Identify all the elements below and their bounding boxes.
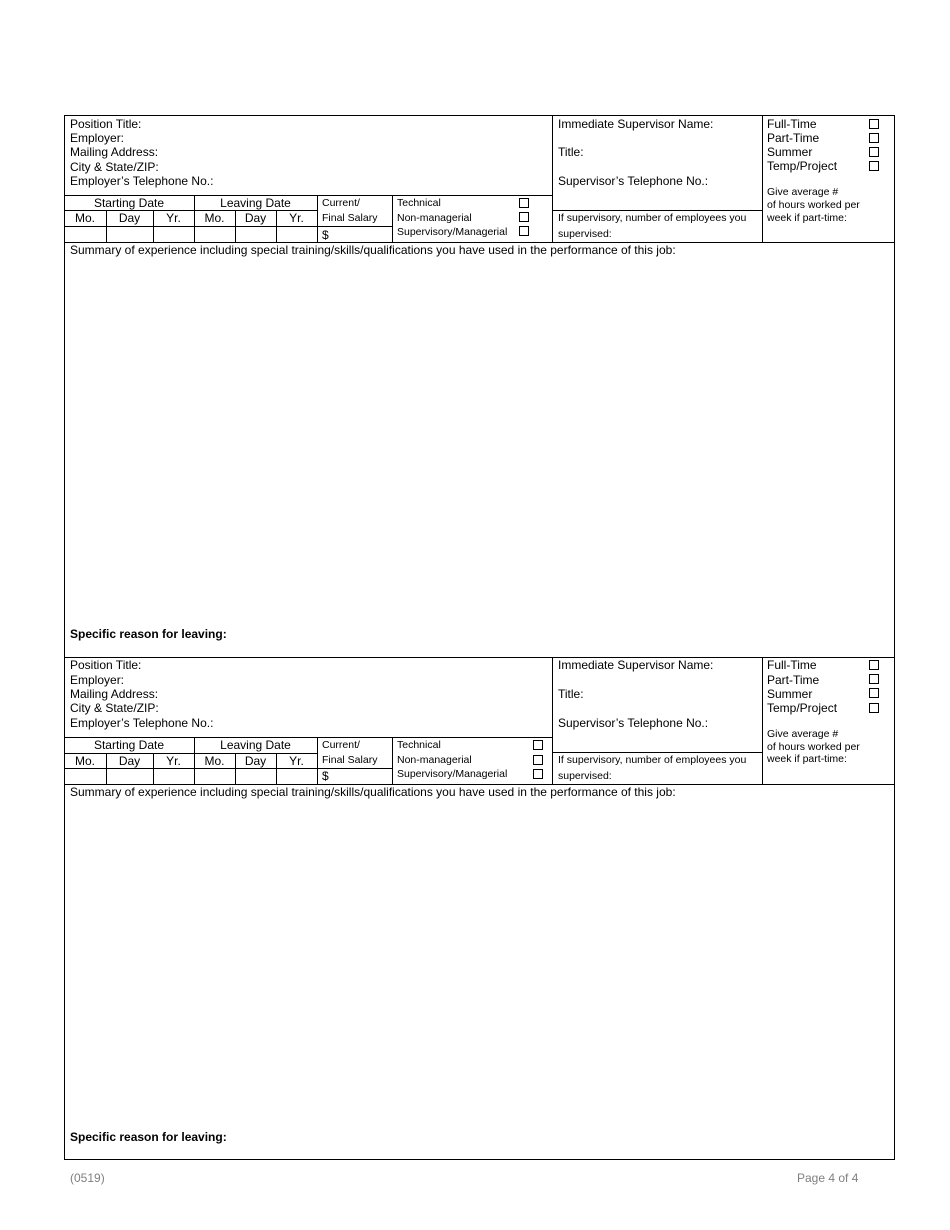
employer-label: Employer: xyxy=(70,131,125,145)
leave-day-header: Day xyxy=(244,754,267,768)
week-if-part-time-label: week if part-time: xyxy=(767,212,847,224)
summary-label: Summary of experience including special training/skills/qualifications you have used in the performance of this job: xyxy=(70,243,676,257)
technical-checkbox[interactable] xyxy=(533,740,543,750)
employer-label: Employer: xyxy=(70,673,125,687)
summary-field[interactable] xyxy=(65,258,894,622)
start-month-header: Mo. xyxy=(74,211,95,225)
full-time-label: Full-Time xyxy=(767,658,817,672)
temp-project-checkbox[interactable] xyxy=(869,161,879,171)
technical-label: Technical xyxy=(397,739,441,751)
start-day-header: Day xyxy=(118,211,141,225)
start-year-header: Yr. xyxy=(166,754,181,768)
part-time-checkbox[interactable] xyxy=(869,133,879,143)
supervisor-phone-label: Supervisor’s Telephone No.: xyxy=(558,716,709,730)
supervisor-phone-label: Supervisor’s Telephone No.: xyxy=(558,174,709,188)
leaving-date-header: Leaving Date xyxy=(220,738,291,752)
start-year-header: Yr. xyxy=(166,211,181,225)
full-time-checkbox[interactable] xyxy=(869,660,879,670)
supervisory-managerial-checkbox[interactable] xyxy=(533,769,543,779)
summer-checkbox[interactable] xyxy=(869,688,879,698)
supervisor-title-label: Title: xyxy=(558,145,584,159)
summary-field[interactable] xyxy=(65,800,894,1125)
technical-checkbox[interactable] xyxy=(519,198,529,208)
form-code: (0519) xyxy=(70,1171,105,1185)
temp-project-label: Temp/Project xyxy=(767,159,838,173)
salary-dollar-sign: $ xyxy=(322,228,329,242)
technical-label: Technical xyxy=(397,197,441,209)
supervisor-title-label: Title: xyxy=(558,687,584,701)
start-day-header: Day xyxy=(118,754,141,768)
current-label: Current/ xyxy=(322,739,360,751)
supervisor-name-label: Immediate Supervisor Name: xyxy=(558,117,714,131)
final-salary-label: Final Salary xyxy=(322,754,378,766)
leave-year-header: Yr. xyxy=(289,211,304,225)
part-time-checkbox[interactable] xyxy=(869,674,879,684)
supervisory-managerial-label: Supervisory/Managerial xyxy=(397,226,508,238)
employer-phone-label: Employer’s Telephone No.: xyxy=(70,716,214,730)
final-salary-label: Final Salary xyxy=(322,212,378,224)
employer-phone-label: Employer’s Telephone No.: xyxy=(70,174,214,188)
leave-year-header: Yr. xyxy=(289,754,304,768)
give-average-label: Give average # xyxy=(767,728,839,740)
non-managerial-label: Non-managerial xyxy=(397,754,472,766)
if-supervisory-label: If supervisory, number of employees you xyxy=(558,754,747,766)
supervised-label: supervised: xyxy=(558,228,612,240)
part-time-label: Part-Time xyxy=(767,131,820,145)
reason-for-leaving-label: Specific reason for leaving: xyxy=(70,627,227,641)
page-number: Page 4 of 4 xyxy=(797,1171,859,1185)
leave-month-header: Mo. xyxy=(204,211,225,225)
supervisory-managerial-label: Supervisory/Managerial xyxy=(397,768,508,780)
mailing-address-label: Mailing Address: xyxy=(70,145,159,159)
start-month-header: Mo. xyxy=(74,754,95,768)
supervisory-managerial-checkbox[interactable] xyxy=(519,226,529,236)
part-time-label: Part-Time xyxy=(767,673,820,687)
position-title-label: Position Title: xyxy=(70,117,142,131)
starting-date-header: Starting Date xyxy=(93,196,165,210)
leaving-date-header: Leaving Date xyxy=(220,196,291,210)
non-managerial-checkbox[interactable] xyxy=(533,755,543,765)
leave-month-header: Mo. xyxy=(204,754,225,768)
city-state-zip-label: City & State/ZIP: xyxy=(70,160,159,174)
salary-dollar-sign: $ xyxy=(322,769,329,783)
supervisor-name-label: Immediate Supervisor Name: xyxy=(558,658,714,672)
hours-worked-label: of hours worked per xyxy=(767,741,860,753)
leave-day-header: Day xyxy=(244,211,267,225)
current-label: Current/ xyxy=(322,197,360,209)
if-supervisory-label: If supervisory, number of employees you xyxy=(558,212,747,224)
supervised-label: supervised: xyxy=(558,770,612,782)
full-time-checkbox[interactable] xyxy=(869,119,879,129)
position-title-label: Position Title: xyxy=(70,658,142,672)
non-managerial-checkbox[interactable] xyxy=(519,212,529,222)
give-average-label: Give average # xyxy=(767,186,839,198)
full-time-label: Full-Time xyxy=(767,117,817,131)
hours-worked-label: of hours worked per xyxy=(767,199,860,211)
city-state-zip-label: City & State/ZIP: xyxy=(70,701,159,715)
temp-project-label: Temp/Project xyxy=(767,701,838,715)
summer-checkbox[interactable] xyxy=(869,147,879,157)
starting-date-header: Starting Date xyxy=(93,738,165,752)
summer-label: Summer xyxy=(767,687,813,701)
summer-label: Summer xyxy=(767,145,813,159)
non-managerial-label: Non-managerial xyxy=(397,212,472,224)
week-if-part-time-label: week if part-time: xyxy=(767,753,847,765)
summary-label: Summary of experience including special training/skills/qualifications you have used in the performance of this job: xyxy=(70,785,676,799)
mailing-address-label: Mailing Address: xyxy=(70,687,159,701)
temp-project-checkbox[interactable] xyxy=(869,703,879,713)
reason-for-leaving-label: Specific reason for leaving: xyxy=(70,1130,227,1144)
